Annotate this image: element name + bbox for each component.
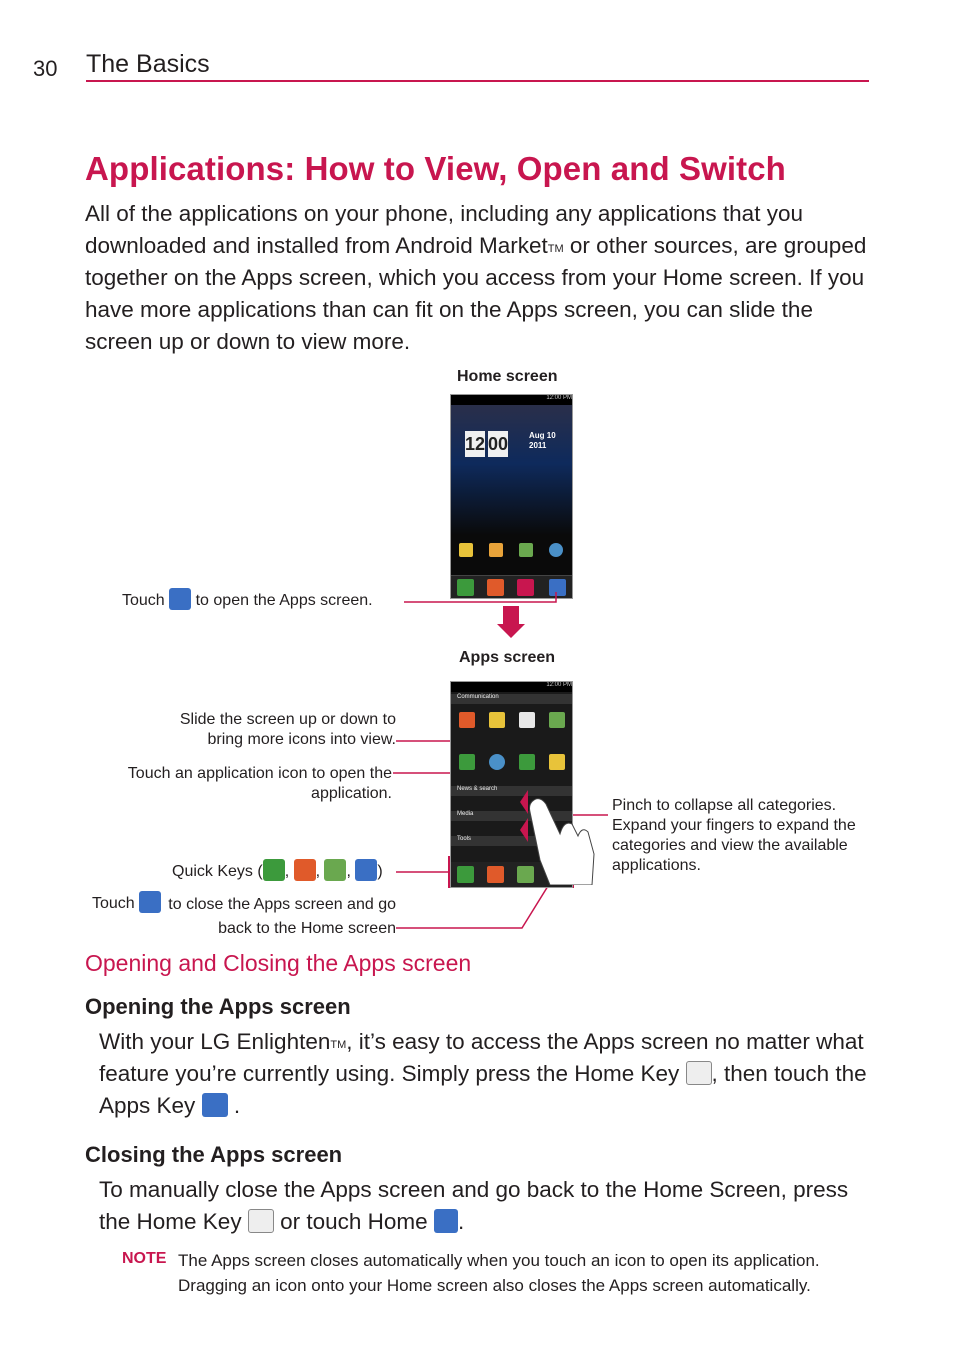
contacts-icon [459,712,475,728]
intro-text-2: or other sources, are grouped together on the Apps screen, which you access from your Home screen. If you have more applications than can fit on the Apps screen, you can slide the screen up or down to view more. [85,233,867,354]
opening-heading: Opening the Apps screen [85,994,351,1019]
home-screen-caption: Home screen [457,368,558,385]
home-icon [139,891,161,913]
note-text: The Apps screen closes automatically when you touch an icon to open its application. Dragging an icon onto your Home screen also closes the Apps screen automatically. [178,1251,820,1295]
status-time: 12:00 PM [546,395,572,401]
home-icon [355,859,377,881]
callout-quick-keys: Quick Keys ( , , , ) [172,861,383,883]
clock-minute: 00 [488,431,508,457]
clock-hour: 12 [465,431,485,457]
body-text: . [233,1093,241,1118]
home-key-label: Home Key [136,1209,242,1234]
home-key-label: Home Key [574,1061,680,1086]
callout-text: to open the Apps screen. [195,592,373,610]
note-label: NOTE [122,1250,167,1267]
category-communication: Communication [451,694,573,704]
callout-touch-icon: Touch an application icon to open the application. [127,765,392,802]
section-title: The Basics [86,50,210,78]
callout-text: Touch [92,895,135,913]
callout-pinch: Pinch to collapse all categories. Expand your fingers to expand the categories and view the available applications. [612,797,856,874]
home-key-icon [248,1209,274,1233]
subheading: Opening and Closing the Apps screen [85,950,472,976]
trademark: TM [330,1039,347,1051]
clock-date: Aug 10 2011 [529,431,556,450]
body-text: or touch [273,1209,368,1234]
callout-text: Touch [122,592,165,610]
phone-icon [263,859,285,881]
callout-touch-close-text: to close the Apps screen and go back to the Home screen [168,896,396,937]
intro-text-1: All of the applications on your phone, including any applications that you downloaded and installed from Android Market [85,201,803,258]
home-icon [434,1209,458,1233]
phone-icon [457,866,474,883]
callout-text: ) [377,863,383,881]
voice-dialer-icon [519,754,535,770]
gmail-icon [519,712,535,728]
page-number: 30 [33,56,58,81]
apps-key-icon [202,1093,228,1117]
page-title: Applications: How to View, Open and Switch [85,150,786,187]
status-bar [451,682,572,692]
apps-key-label: Apps Key [99,1093,196,1118]
messaging-icon [549,712,565,728]
body-text: With your LG Enlighten [99,1029,331,1054]
callout-text: Quick Keys ( [172,863,263,881]
category-tools: Tools [451,836,573,846]
apps-screen-caption: Apps screen [459,649,556,666]
closing-heading: Closing the Apps screen [85,1142,343,1167]
body-text: To manually close the Apps screen and go back to the Home Screen, press the [99,1177,849,1234]
closing-paragraph [99,1174,869,1238]
contacts-icon [487,866,504,883]
body-text: , then touch the [711,1061,867,1086]
phone-icon [459,754,475,770]
pinch-hand-icon [520,790,600,885]
home-key-icon [686,1061,712,1085]
callout-slide: Slide the screen up or down to bring more icons into view. [179,711,396,748]
trademark: TM [547,243,564,255]
voicemail-icon [549,754,565,770]
talk-icon [489,754,505,770]
contacts-icon [294,859,316,881]
status-time: 12:00 PM [546,682,572,688]
category-media: Media [451,811,573,821]
down-arrow-icon [497,606,525,638]
category-news: News & search [451,786,573,796]
messaging-icon [324,859,346,881]
opening-paragraph [99,1026,869,1122]
body-text: , it’s easy to access the Apps screen no matter what feature you’re currently using. Simply press the [99,1029,864,1086]
body-text: . [457,1209,465,1234]
email-icon [489,712,505,728]
home-label: Home [367,1209,428,1234]
